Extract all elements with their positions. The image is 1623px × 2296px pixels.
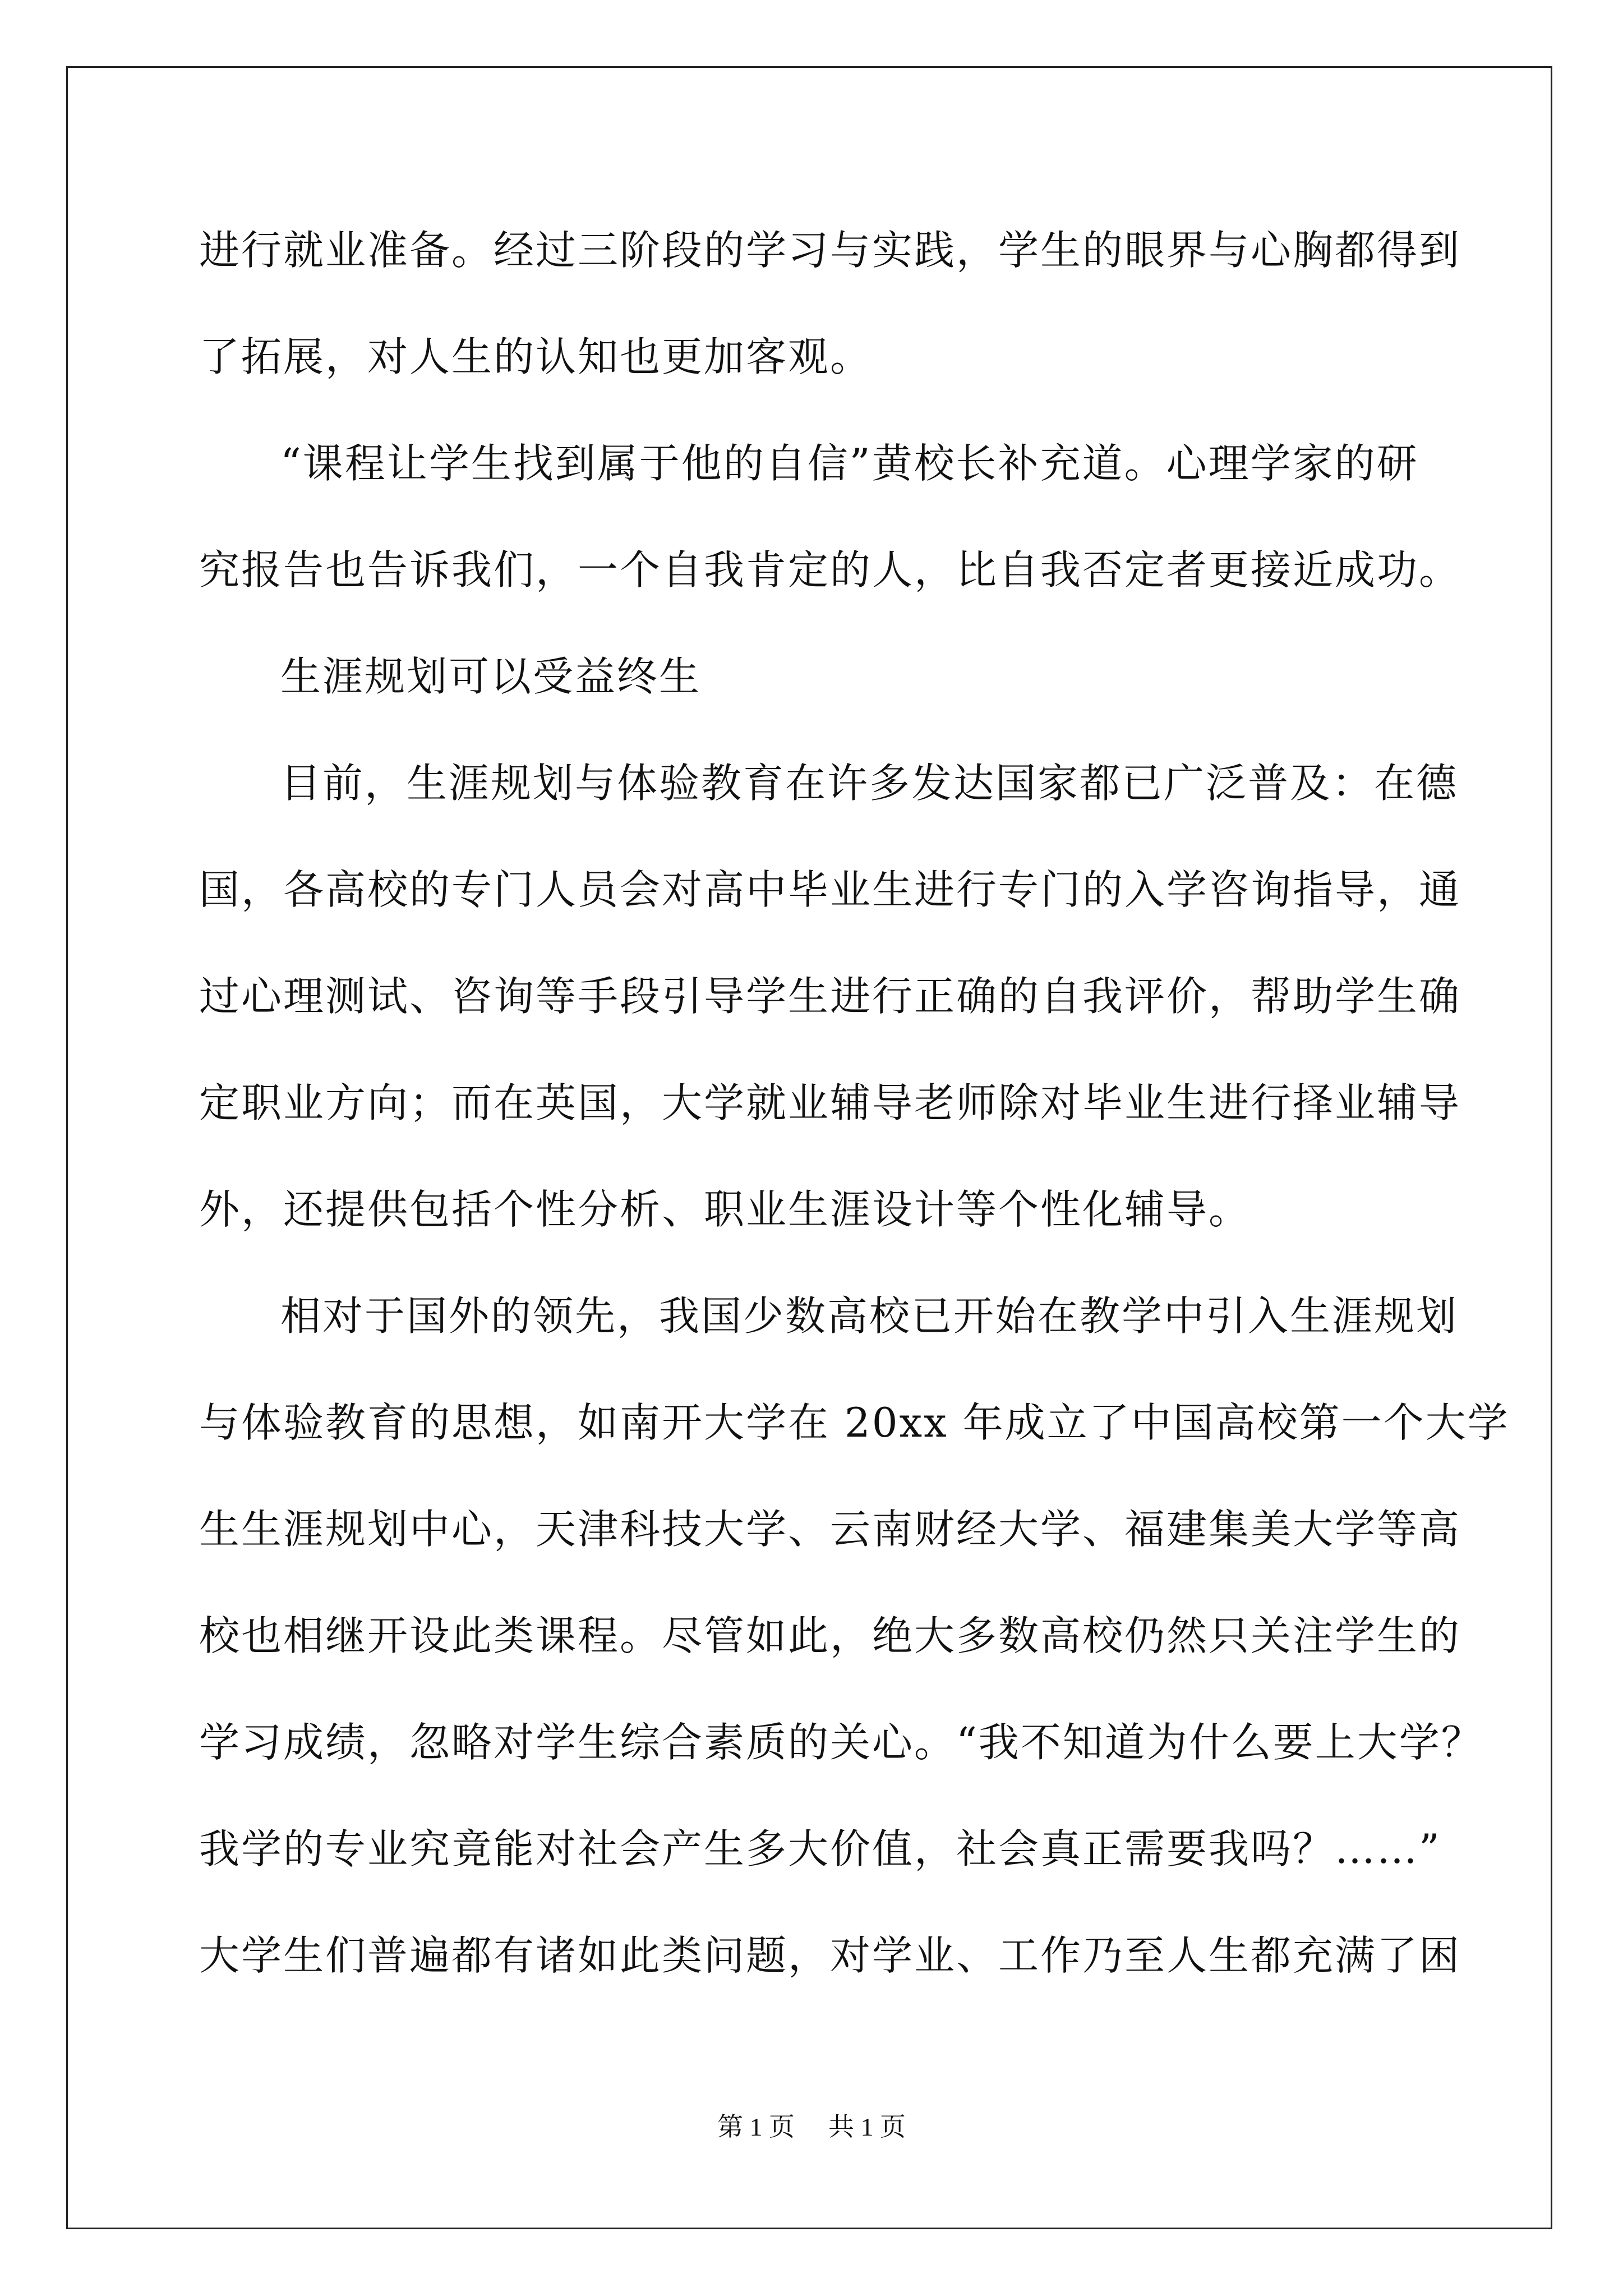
text-line: 究报告也告诉我们，一个自我肯定的人，比自我否定者更接近成功。 bbox=[199, 546, 1461, 593]
text-line: 生生涯规划中心，天津科技大学、云南财经大学、福建集美大学等高 bbox=[199, 1506, 1461, 1553]
page-footer bbox=[0, 2110, 1623, 2144]
page-number: 第 1 页 bbox=[717, 2113, 795, 2141]
text-line: 外，还提供包括个性分析、职业生涯设计等个性化辅导。 bbox=[199, 1186, 1251, 1233]
text-line: 校也相继开设此类课程。尽管如此，绝大多数高校仍然只关注学生的 bbox=[199, 1612, 1461, 1659]
paragraph-start-line: 相对于国外的领先，我国少数高校已开始在教学中引入生涯规划 bbox=[280, 1292, 1459, 1340]
text-line: 大学生们普遍都有诸如此类问题，对学业、工作乃至人生都充满了困 bbox=[199, 1932, 1461, 1979]
text-line: 了拓展，对人生的认知也更加客观。 bbox=[199, 333, 873, 380]
page-total: 共 1 页 bbox=[828, 2113, 906, 2141]
page-border bbox=[66, 66, 1552, 2229]
text-line: 我学的专业究竟能对社会产生多大价值，社会真正需要我吗？……” bbox=[199, 1825, 1441, 1872]
text-line: 定职业方向；而在英国，大学就业辅导老师除对毕业生进行择业辅导 bbox=[199, 1079, 1461, 1126]
text-line: 学习成绩，忽略对学生综合素质的关心。“我不知道为什么要上大学？ bbox=[199, 1719, 1483, 1766]
text-line: 进行就业准备。经过三阶段的学习与实践，学生的眼界与心胸都得到 bbox=[199, 227, 1461, 274]
text-line: 与体验教育的思想，如南开大学在 20xx 年成立了中国高校第一个大学 bbox=[199, 1399, 1510, 1446]
paragraph-start-line: 目前，生涯规划与体验教育在许多发达国家都已广泛普及：在德 bbox=[280, 760, 1459, 807]
text-line: 国，各高校的专门人员会对高中毕业生进行专门的入学咨询指导，通 bbox=[199, 866, 1461, 913]
paragraph-start-line: “课程让学生找到属于他的自信”黄校长补充道。心理学家的研 bbox=[280, 440, 1419, 487]
section-heading: 生涯规划可以受益终生 bbox=[280, 653, 702, 700]
text-line: 过心理测试、咨询等手段引导学生进行正确的自我评价，帮助学生确 bbox=[199, 973, 1461, 1020]
